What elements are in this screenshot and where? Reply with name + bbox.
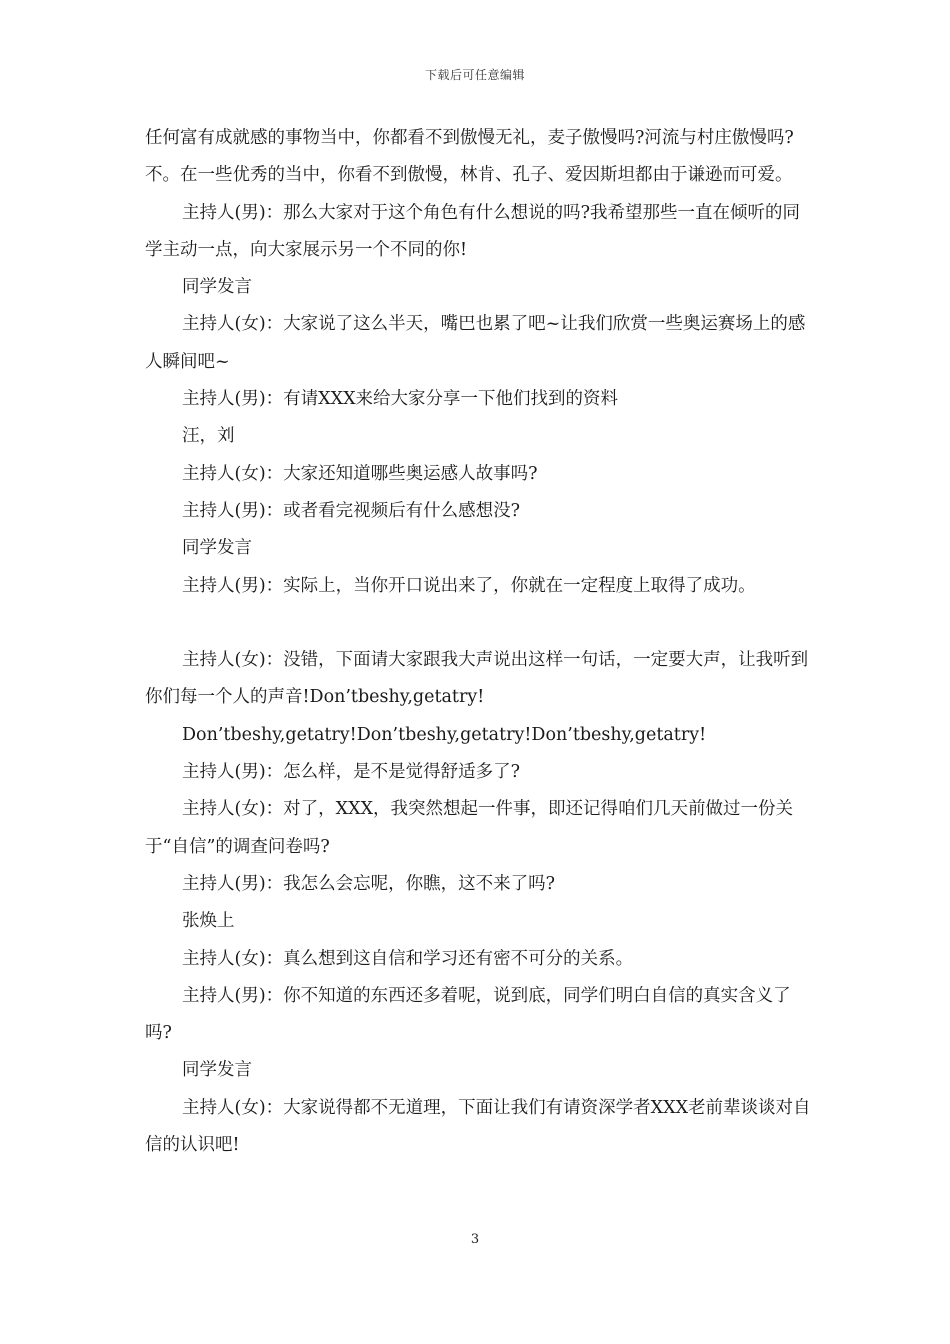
page-header: 下载后可任意编辑	[424, 68, 525, 82]
paragraph-17: 主持人(女)：真么想到这自信和学习还有密不可分的关系。	[182, 948, 634, 969]
paragraph-1: 主持人(男)：那么大家对于这个角色有什么想说的吗?我希望那些一直在倾听的同学主动一点，向大家展示另一个不同的你!	[145, 202, 801, 260]
paragraph-5: 汪，刘	[182, 426, 235, 447]
paragraph-11: 主持人(女)：没错，下面请大家跟我大声说出这样一句话，一定要大声，让我听到你们每一个人的声音!Don’tbeshy,getatry!	[145, 650, 809, 708]
document-body	[145, 120, 817, 1164]
paragraph-0: 任何富有成就感的事物当中，你都看不到傲慢无礼，麦子傲慢吗?河流与村庄傲慢吗?不。在一些优秀的当中，你看不到傲慢，林肯、孔子、爱因斯坦都由于谦逊而可爱。	[145, 128, 794, 186]
blank-line	[145, 605, 817, 642]
paragraph-8: 同学发言	[182, 538, 252, 559]
paragraph-7: 主持人(男)：或者看完视频后有什么感想没?	[182, 500, 521, 521]
paragraph-13: 主持人(男)：怎么样，是不是觉得舒适多了?	[182, 762, 521, 783]
paragraph-4: 主持人(男)：有请XXX来给大家分享一下他们找到的资料	[182, 389, 619, 410]
paragraph-19: 同学发言	[182, 1060, 252, 1081]
paragraph-16: 张焕上	[182, 911, 235, 932]
paragraph-2: 同学发言	[182, 277, 252, 298]
paragraph-3: 主持人(女)：大家说了这么半天，嘴巴也累了吧~让我们欣赏一些奥运赛场上的感人瞬间吧~	[145, 314, 806, 372]
paragraph-20: 主持人(女)：大家说得都不无道理，下面让我们有请资深学者XXX老前辈谈谈对自信的认识吧!	[145, 1097, 811, 1156]
paragraph-18: 主持人(男)：你不知道的东西还多着呢，说到底，同学们明白自信的真实含义了吗?	[145, 985, 791, 1044]
page-number: 3	[470, 1232, 480, 1247]
paragraph-14: 主持人(女)：对了，XXX，我突然想起一件事，即还记得咱们几天前做过一份关于“自信”的调查问卷吗?	[145, 799, 794, 857]
paragraph-9: 主持人(男)：实际上，当你开口说出来了，你就在一定程度上取得了成功。	[182, 575, 756, 596]
paragraph-6: 主持人(女)：大家还知道哪些奥运感人故事吗?	[182, 463, 538, 484]
paragraph-15: 主持人(男)：我怎么会忘呢，你瞧，这不来了吗?	[182, 873, 556, 894]
paragraph-12: Don’tbeshy,getatry!Don’tbeshy,getatry!Don’tbeshy,getatry!	[182, 724, 707, 745]
